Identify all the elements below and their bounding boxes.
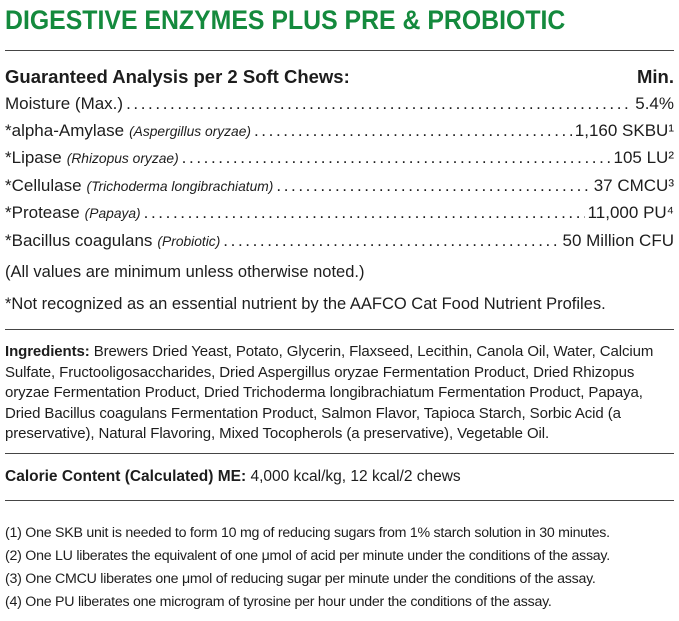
ga-row-qualifier: (Trichoderma longibrachiatum) [86,178,274,194]
ga-row [5,118,674,146]
ga-row [5,91,674,118]
ingredients-paragraph [5,342,674,445]
ga-row [5,228,674,256]
footnote-line: (1) One SKB unit is needed to form 10 mg of reducing sugars from 1% starch solution in 30 minutes. [5,524,610,541]
calorie-content-line [5,466,674,487]
ga-row-value: 5.4% [635,94,674,113]
ga-row-value: 1,160 SKBU¹ [574,120,674,140]
divider-above-calories [5,453,674,454]
ga-row [5,200,674,228]
calorie-content-label: Calorie Content (Calculated) ME: [5,467,247,485]
ingredients-label: Ingredients: [5,343,90,360]
note-aafco-footnote: *Not recognized as an essential nutrient by the AAFCO Cat Food Nutrient Profiles. [5,295,606,313]
ga-row-name: *Lipase [5,148,62,167]
ingredients-text: Brewers Dried Yeast, Potato, Glycerin, Flaxseed, Lecithin, Canola Oil, Water, Calcium Sulfate, Fructooligosaccharides, Dried Aspergillus oryzae Fermentation Product, Dried Rhizopus oryzae Fermentation Product, Dried Trichoderma longibrachiatum Fermentation Product, Papaya, Dried Bacillus coagulans Fermentation Product, Salmon Flavor, Tapioca Starch, Sorbic Acid (a preservative), Natural Flavoring, Mixed Tocopherols (a preservative), Vegetable Oil. [5,343,654,442]
footnote-line: (4) One PU liberates one microgram of tyrosine per hour under the conditions of the assay. [5,593,552,610]
ga-row [5,145,674,173]
footnote-line: (3) One CMCU liberates one μmol of reducing sugar per minute under the conditions of the assay. [5,570,596,587]
ga-row-value: 105 LU² [613,148,674,167]
ga-row [5,173,674,201]
ga-row-qualifier: (Probiotic) [157,233,221,249]
dot-leader [126,91,632,118]
dot-leader [182,145,611,172]
guaranteed-analysis-header [5,66,674,88]
ga-row-value: 37 CMCU³ [593,175,674,195]
ga-row-name: *Bacillus coagulans [5,230,153,250]
ga-row-qualifier: (Aspergillus oryzae) [129,123,251,139]
ga-rows [5,91,674,255]
divider-below-calories [5,500,674,501]
divider-above-ingredients [5,329,674,330]
ga-row-value: 50 Million CFU [562,230,674,250]
dot-leader [144,200,585,227]
calorie-content-value: 4,000 kcal/kg, 12 kcal/2 chews [250,467,461,485]
divider-top [5,50,674,51]
ga-row-qualifier: (Papaya) [84,206,141,221]
ga-row-name: *Protease [5,203,80,222]
min-column-header: Min. [637,66,674,87]
note-all-values-minimum: (All values are minimum unless otherwise noted.) [5,263,365,281]
guaranteed-analysis-heading: Guaranteed Analysis per 2 Soft Chews: [5,66,350,87]
product-title: DIGESTIVE ENZYMES PLUS PRE & PROBIOTIC [5,5,566,35]
ga-row-value: 11,000 PU⁴ [587,203,674,222]
ga-row-qualifier: (Rhizopus oryzae) [66,151,179,166]
ga-row-name: Moisture (Max.) [5,94,124,113]
footnote-line: (2) One LU liberates the equivalent of one μmol of acid per minute under the conditions of the assay. [5,547,610,564]
dot-leader [223,228,559,255]
guaranteed-analysis-section [5,66,674,316]
dot-leader [254,118,572,145]
footnotes-block [5,522,674,614]
ga-row-name: *alpha-Amylase [5,120,125,140]
dot-leader [276,173,590,200]
ga-row-name: *Cellulase [5,175,82,195]
